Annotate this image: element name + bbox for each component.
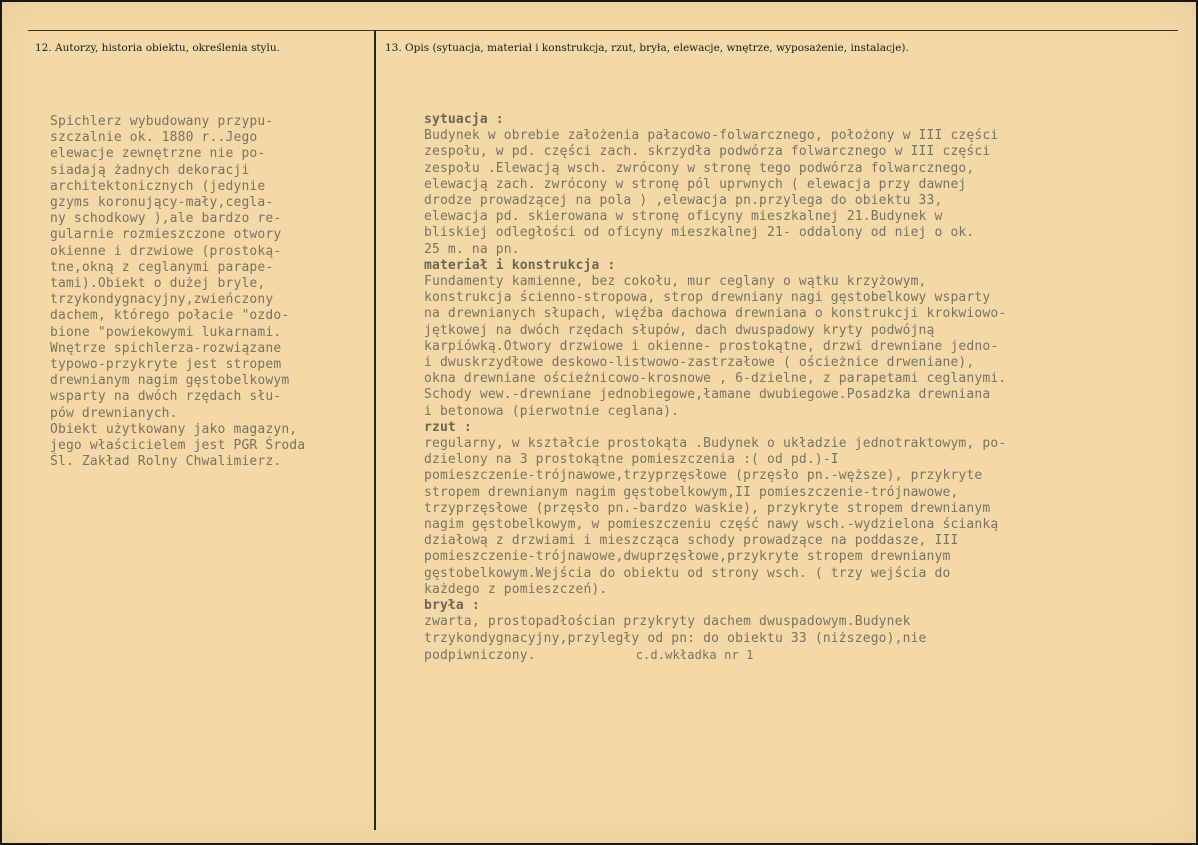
text-line: 25 m. na pn.	[424, 241, 520, 257]
right-column-text	[424, 112, 1006, 664]
column-divider	[374, 30, 376, 830]
text-line: gzyms koronujący-mały,cegla-	[50, 195, 274, 211]
text-line: trzykondygnacyjny,przyległy od pn: do obiektu 33 (niższego),nie	[424, 630, 927, 646]
header-authors-history: 12. Autorzy, historia obiektu, określenia stylu.	[35, 42, 280, 54]
text-line: tne,okną z ceglanymi parape-	[50, 259, 274, 275]
text-line: Śl. Zakład Rolny Chwalimierz.	[50, 454, 282, 470]
text-line: okienne i drzwiowe (prostoką-	[50, 243, 282, 259]
text-line-last	[424, 647, 1006, 664]
text-line: działową z drzwiami i mieszcząca schody prowadzące na poddasze, III	[424, 533, 959, 549]
text-line: gęstobelkowym.Wejścia do obiektu od strony wsch. ( trzy wejścia do	[424, 565, 951, 581]
text-line: jętkowej na dwóch rzędach słupów, dach dwuspadowy kryty podwójną	[424, 322, 935, 338]
section-heading-rzut: rzut :	[424, 419, 472, 435]
text-line: i dwuskrzydłowe deskowo-listwowo-zastrzałowe ( ościeżnice drweniane),	[424, 355, 975, 371]
text-line: tami).Obiekt o dużej bryle,	[50, 276, 266, 292]
text-line: wsparty na dwóch rzędach słu-	[50, 389, 282, 405]
text-line: drodze prowadzącej na pola ) ,elewacja pn.przylega do obiektu 33,	[424, 193, 943, 209]
text-line: dachem, którego połacie "ozdo-	[50, 308, 290, 324]
header-description: 13. Opis (sytuacja, materiał i konstrukcja, rzut, bryła, elewacje, wnętrze, wyposażenie, instalacje).	[385, 42, 909, 54]
text-line: pomieszczenie-trójnawowe,dwuprzęsłowe,przykryte stropem drewnianym	[424, 549, 951, 565]
text-line: jego właścicielem jest PGR Środa	[50, 438, 306, 454]
text-line: Schody wew.-drewniane jednobiegowe,łamane dwubiegowe.Posadzka drewniana	[424, 387, 991, 403]
text-line: pomieszczenie-trójnawowe,trzyprzęsłowe (przęsło pn.-węższe), przykryte	[424, 468, 983, 484]
section-heading-bryla: bryła :	[424, 598, 480, 614]
text-line: Obiekt użytkowany jako magazyn,	[50, 421, 298, 437]
text-line: nagim gęstobelkowym, w pomieszczeniu część nawy wsch.-wydzielona ścianką	[424, 517, 999, 533]
text-line: i betonowa (pierwotnie ceglana).	[424, 403, 680, 419]
text-line: elewacje zewnętrzne nie po-	[50, 146, 266, 162]
text-line: bione "powiekowymi lukarnami.	[50, 324, 282, 340]
text-line: Fundamenty kamienne, bez cokołu, mur ceglany o wątku krzyżowym,	[424, 274, 927, 290]
text-line: pów drewnianych.	[50, 405, 178, 421]
text-line: Spichlerz wybudowany przypu-	[50, 114, 274, 129]
insert-note: c.d.wkładka nr 1	[635, 647, 754, 662]
text-line: stropem drewnianym nagim gęstobelkowym,II pomieszczenie-trójnawowe,	[424, 484, 959, 500]
text-line: Budynek w obrebie założenia pałacowo-folwarcznego, położony w III części	[424, 128, 999, 144]
text-line: zespołu, w pd. części zach. skrzydła podwórza folwarcznego w III części	[424, 144, 991, 160]
text-line: każdego z pomieszczeń).	[424, 581, 608, 597]
text-line: karpiówką.Otwory drzwiowe i okienne- prostokątne, drzwi drewniane jedno-	[424, 338, 999, 354]
text-line: szczalnie ok. 1880 r..Jego	[50, 130, 258, 146]
section-heading-material: materiał i konstrukcja :	[424, 257, 616, 273]
text-line: dzielony na 3 prostokątne pomieszczenia :( od pd.)-I	[424, 452, 839, 468]
text-line: gularnie rozmieszczone otwory	[50, 227, 282, 243]
text-line: zespołu .Elewacją wsch. zwrócony w stronę tego podwórza folwarcznego,	[424, 160, 975, 176]
section-heading-sytuacja: sytuacja :	[424, 112, 504, 127]
text-line: Wnętrze spichlerza-rozwiązane	[50, 340, 282, 356]
text-line: trzykondygnacyjny,zwieńczony	[50, 292, 274, 308]
last-line-text: podpiwniczony.	[424, 647, 536, 663]
left-column-text	[50, 114, 305, 470]
text-line: zwarta, prostopadłościan przykryty dachem dwuspadowym.Budynek	[424, 614, 911, 630]
text-line: siadają żadnych dekoracji	[50, 162, 250, 178]
text-line: regularny, w kształcie prostokąta .Budynek o układzie jednotraktowym, po-	[424, 436, 1007, 452]
text-line: drewnianym nagim gęstobelkowym	[50, 373, 290, 389]
text-line: elewacją zach. zwrócony w stronę pól uprwnych ( elewacja przy dawnej	[424, 176, 967, 192]
text-line: okna drewniane ościeżnicowo-krosnowe , 6-dzielne, z parapetami ceglanymi.	[424, 371, 1007, 387]
text-line: typowo-przykryte jest stropem	[50, 357, 282, 373]
top-rule	[28, 30, 1178, 31]
text-line: ny schodkowy ),ale bardzo re-	[50, 211, 282, 227]
text-line: architektonicznych (jedynie	[50, 178, 266, 194]
text-line: bliskiej odległości od oficyny mieszkalnej 21- oddalony od niej o ok.	[424, 225, 975, 241]
record-card	[2, 2, 1196, 843]
text-line: elewacja pd. skierowana w stronę oficyny mieszkalnej 21.Budynek w	[424, 209, 943, 225]
text-line: trzyprzęsłowe (przęsło pn.-bardzo waskie), przykryte stropem drewnianym	[424, 500, 991, 516]
text-line: na drewnianych słupach, więźba dachowa drewniana o konstrukcji krokwiowo-	[424, 306, 1007, 322]
text-line: konstrukcja ścienno-stropowa, strop drewniany nagi gęstobelkowy wsparty	[424, 290, 991, 306]
